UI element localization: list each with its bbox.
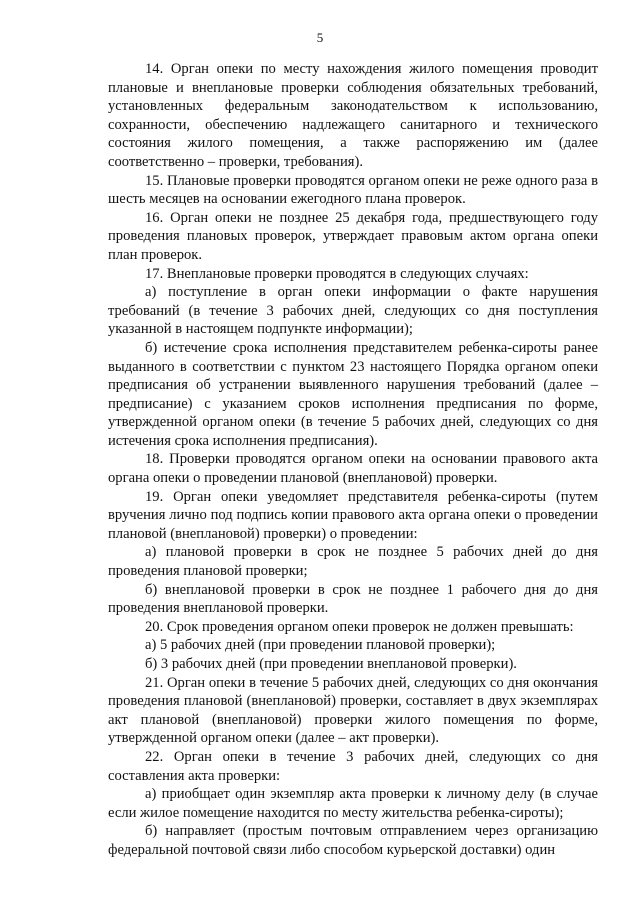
paragraph-17-a: а) поступление в орган опеки информации о факте нарушения требований (в течение 3 рабочих дней, следующих со дня поступления указанной в настоящем подпункте информации); [108, 284, 598, 338]
paragraph-18: 18. Проверки проводятся органом опеки на основании правового акта органа опеки о проведении плановой (внеплановой) проверки. [108, 451, 598, 487]
page-number: 5 [316, 30, 324, 45]
paragraph-22-a: а) приобщает один экземпляр акта проверки к личному делу (в случае если жилое помещение находится по месту жительства ребенка-сироты); [108, 786, 598, 821]
paragraph-16: 16. Орган опеки не позднее 25 декабря года, предшествующего году проведения плановых проверок, утверждает правовым актом органа опеки план проверок. [108, 209, 598, 263]
paragraph-22-b: б) направляет (простым почтовым отправлением через организацию федеральной почтовой связи либо способом курьерской доставки) один [108, 823, 598, 858]
paragraph-21: 21. Орган опеки в течение 5 рабочих дней, следующих со дня окончания проведения плановой (внеплановой) проверки, составляет в двух экземплярах акт плановой (внеплановой) проверки жилого помещения по форме, утвержденной органом опеки (далее – акт проверки). [108, 674, 598, 747]
paragraph-15: 15. Плановые проверки проводятся органом опеки не реже одного раза в шесть месяцев на основании ежегодного плана проверок. [108, 172, 598, 208]
paragraph-17: 17. Внеплановые проверки проводятся в следующих случаях: [145, 265, 529, 282]
paragraph-14: 14. Орган опеки по месту нахождения жилого помещения проводит плановые и внеплановые проверки соблюдения обязательных требований, установленных федеральным законодательством к использованию, сохранности, обеспечению надлежащего санитарного и технического состояния жилого помещения, а также распоряжению им (далее соответственно – проверки, требования). [108, 61, 598, 170]
paragraph-19-b: б) внеплановой проверки в срок не позднее 1 рабочего дня до дня проведения внеплановой проверки. [108, 581, 598, 617]
paragraph-20-b: б) 3 рабочих дней (при проведении внеплановой проверки). [145, 656, 517, 672]
paragraph-20-a: а) 5 рабочих дней (при проведении плановой проверки); [145, 637, 496, 654]
paragraph-22: 22. Орган опеки в течение 3 рабочих дней, следующих со дня составления акта проверки: [108, 748, 598, 784]
paragraph-19-a: а) плановой проверки в срок не позднее 5 рабочих дней до дня проведения плановой проверки; [108, 544, 598, 580]
document-body [108, 60, 598, 860]
paragraph-17-b: б) истечение срока исполнения представителем ребенка-сироты ранее выданного в соответствии с пунктом 23 настоящего Порядка органом опеки предписания об устранении выявленного нарушения требований (далее – предписание) с указанием сроков исполнения предписания по форме, утвержденной органом опеки (в течение 5 рабочих дней, следующих со дня истечения срока исполнения предписания). [108, 339, 598, 449]
paragraph-20: 20. Срок проведения органом опеки проверок не должен превышать: [145, 618, 574, 635]
paragraph-19: 19. Орган опеки уведомляет представителя ребенка-сироты (путем вручения лично под подпись копии правового акта органа опеки о проведении плановой (внеплановой) проверки) о проведении: [108, 488, 598, 542]
